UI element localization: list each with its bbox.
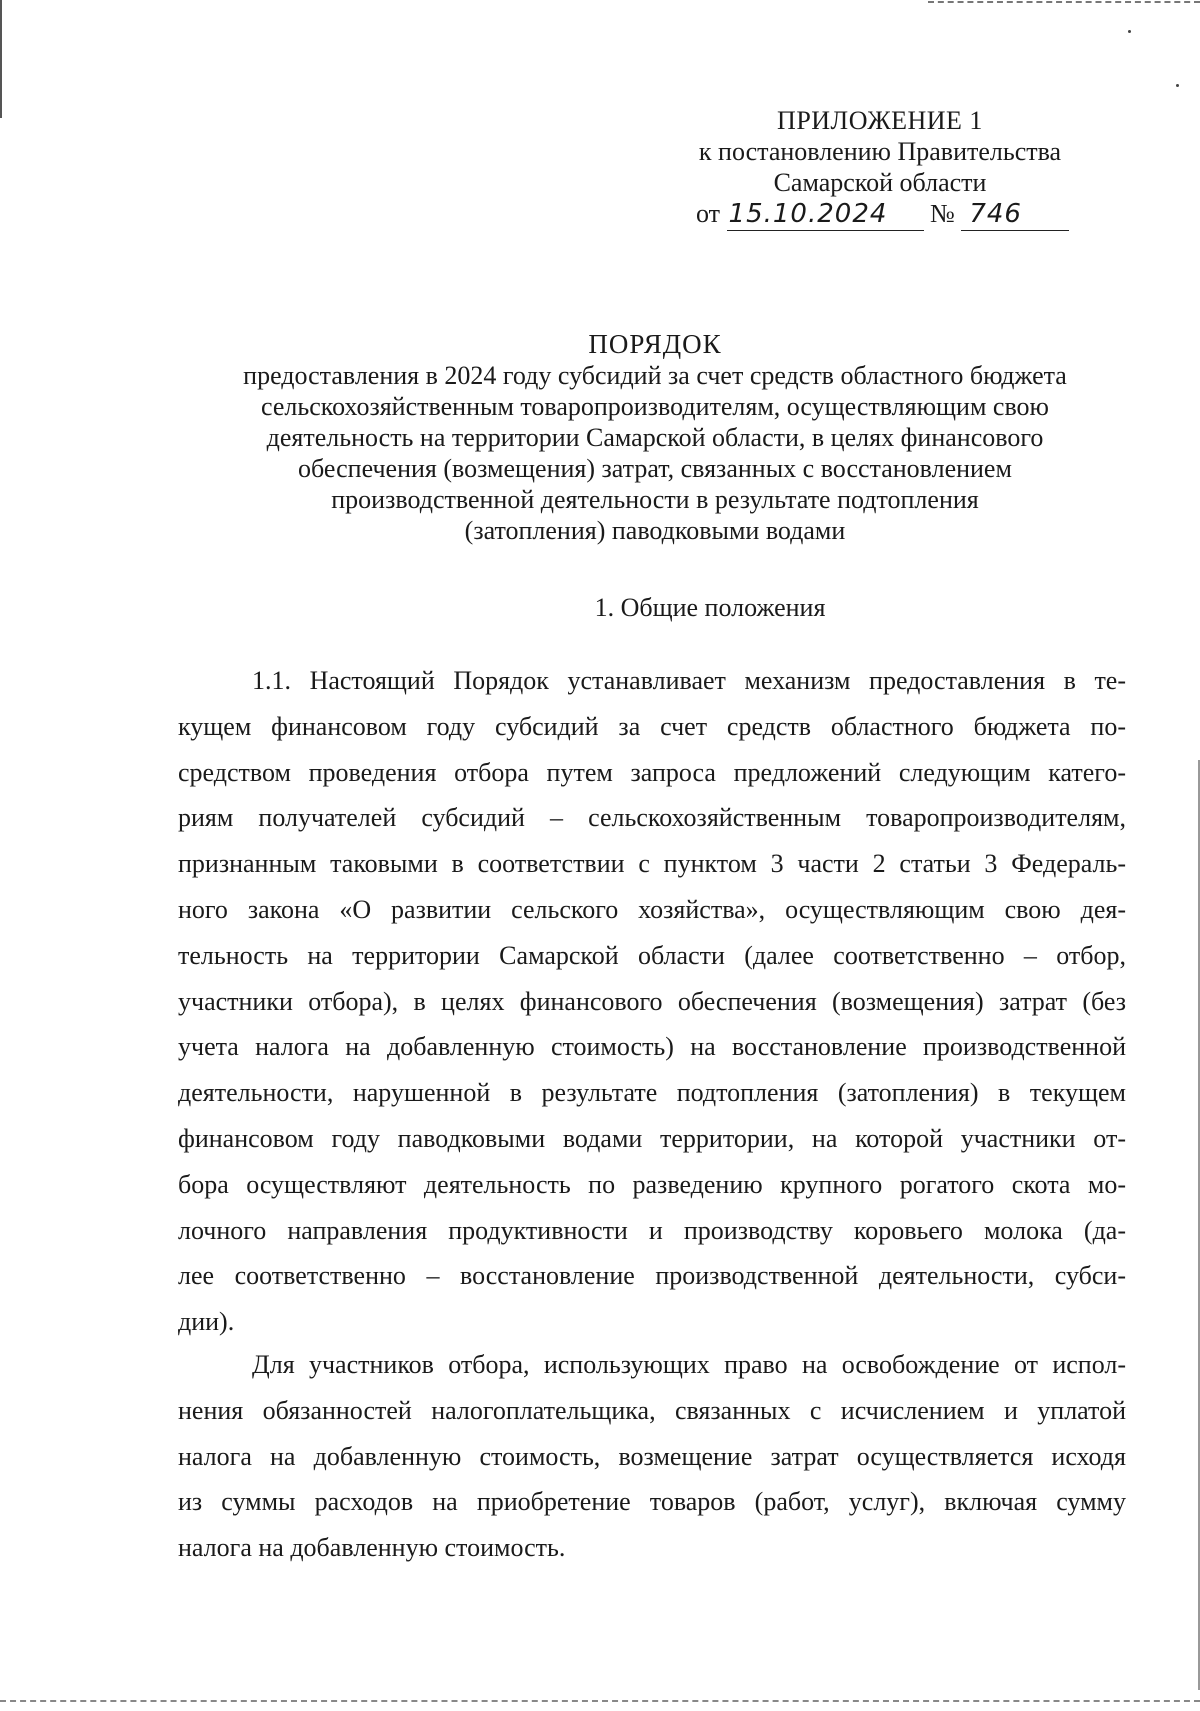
subtitle-line: сельскохозяйственным товаропроизводителям, осуществляющим свою [261, 392, 1049, 421]
appendix-line-2: к постановлению Правительства [698, 137, 1062, 166]
subtitle-line: предоставления в 2024 году субсидий за счет средств областного бюджета [243, 361, 1067, 390]
document-subtitle [110, 360, 1200, 546]
paragraph-line: налога на добавленную стоимость. [178, 1533, 566, 1563]
paragraph-line: лочного направления продуктивности и производству коровьего молока (да- [178, 1215, 1126, 1245]
paragraph-line: тельность на территории Самарской области (далее соответственно – отбор, [178, 940, 1126, 970]
paragraph-line: признанным таковыми в соответствии с пунктом 3 части 2 статьи 3 Федераль- [178, 849, 1126, 879]
handwritten-number: 746 [961, 199, 1069, 231]
date-prefix: от [696, 199, 721, 228]
appendix-title: ПРИЛОЖЕНИЕ 1 [777, 106, 983, 135]
subtitle-line: производственной деятельности в результате подтопления [331, 485, 979, 514]
scan-dot-artifact [1128, 30, 1131, 33]
paragraph-line: бора осуществляют деятельность по разведению крупного рогатого скота мо- [178, 1169, 1126, 1199]
scan-top-line-artifact [928, 1, 1200, 3]
scan-bottom-line-artifact [0, 1700, 1200, 1702]
paragraph-line: нения обязанностей налогоплательщика, связанных с исчислением и уплатой [178, 1395, 1126, 1425]
scan-dot-artifact [1176, 84, 1179, 87]
appendix-header [640, 105, 1120, 231]
paragraph-1 [178, 658, 1126, 1345]
paragraph-2 [178, 1342, 1126, 1571]
section-heading: 1. Общие положения [594, 593, 826, 622]
paragraph-line: налога на добавленную стоимость, возмещение затрат осуществляется исходя [178, 1441, 1126, 1471]
document-title: ПОРЯДОК [588, 329, 722, 359]
paragraph-line: финансовом году паводковыми водами территории, на которой участники от- [178, 1123, 1126, 1153]
scan-edge-artifact [0, 0, 2, 118]
document-title-block [0, 328, 1200, 546]
paragraph-line: деятельности, нарушенной в результате подтопления (затопления) в текущем [178, 1078, 1126, 1108]
paragraph-line: кущем финансовом году субсидий за счет средств областного бюджета по- [178, 711, 1126, 741]
paragraph-line: дии). [178, 1307, 235, 1337]
paragraph-line: 1.1. Настоящий Порядок устанавливает механизм предоставления в те- [252, 666, 1126, 695]
appendix-date-line [640, 198, 1120, 231]
handwritten-date: 15.10.2024 [727, 199, 924, 231]
subtitle-line: деятельность на территории Самарской области, в целях финансового [266, 423, 1044, 452]
paragraph-line: ного закона «О развитии сельского хозяйства», осуществляющим свою дея- [178, 894, 1126, 924]
appendix-line-3: Самарской области [773, 168, 987, 197]
paragraph-line: лее соответственно – восстановление производственной деятельности, субси- [178, 1261, 1126, 1291]
paragraph-line: участники отбора), в целях финансового обеспечения (возмещения) затрат (без [178, 986, 1126, 1016]
subtitle-line: обеспечения (возмещения) затрат, связанных с восстановлением [298, 454, 1012, 483]
subtitle-line: (затопления) паводковыми водами [464, 516, 846, 545]
number-prefix: № [930, 199, 955, 228]
paragraph-line: средством проведения отбора путем запроса предложений следующим катего- [178, 757, 1126, 787]
paragraph-line: риям получателей субсидий – сельскохозяйственным товаропроизводителям, [178, 803, 1126, 833]
paragraph-line: учета налога на добавленную стоимость) на восстановление производственной [178, 1032, 1126, 1062]
paragraph-line: из суммы расходов на приобретение товаров (работ, услуг), включая сумму [178, 1487, 1126, 1517]
paragraph-line: Для участников отбора, использующих право на освобождение от испол- [252, 1350, 1126, 1379]
